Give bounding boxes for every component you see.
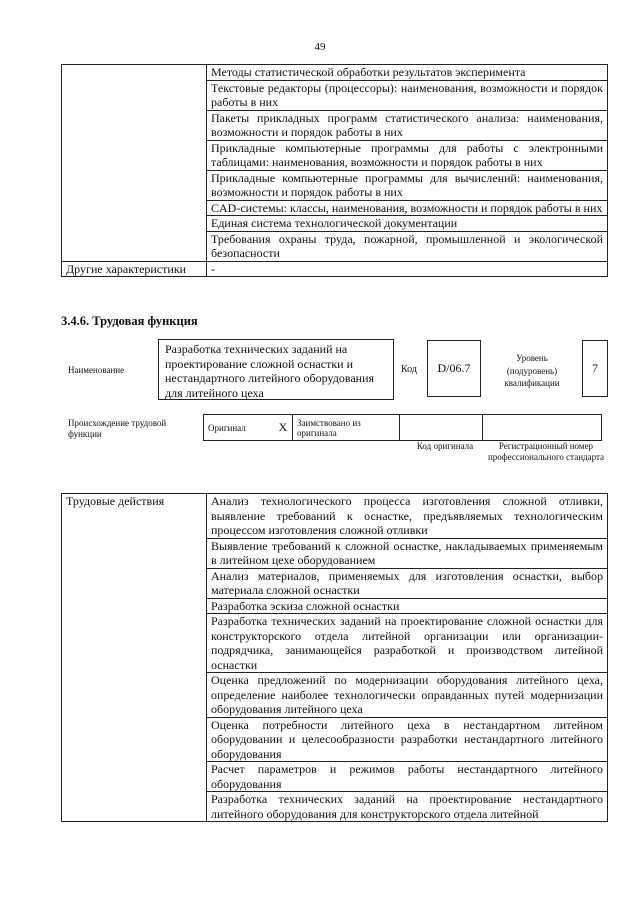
origin-label: Происхождение трудовой функции [68, 418, 167, 439]
function-code-box [427, 340, 481, 397]
reg-number-cell [483, 415, 602, 441]
original-mark: X [274, 415, 293, 441]
knowledge-item: Прикладные компьютерные программы для вычислений: наименования, возможности и порядок работы в них [207, 170, 608, 200]
origin-table [203, 414, 602, 441]
function-code: D/06.7 [437, 361, 471, 375]
labor-action-item: Анализ материалов, применяемых для изготовления оснастки, выбор материала сложной оснастки [207, 568, 608, 598]
qualification-level: 7 [592, 361, 598, 375]
knowledge-item: Текстовые редакторы (процессоры): наименования, возможности и порядок работы в них [207, 80, 608, 110]
labor-actions-label: Трудовые действия [62, 494, 207, 822]
function-name-box: Разработка технических заданий на проектирование сложной оснастки и нестандартного литейного оборудования для литейного цеха [158, 339, 394, 400]
other-characteristics-label: Другие характеристики [62, 261, 207, 277]
labor-action-item: Расчет параметров и режимов работы нестандартного литейного оборудования [207, 762, 608, 792]
labor-action-item: Оценка потребности литейного цеха в нестандартном литейном оборудовании и целесообразности разработки нестандартного литейного оборудования [207, 717, 608, 762]
knowledge-item: Методы статистической обработки результатов эксперимента [207, 65, 608, 81]
knowledge-item: Пакеты прикладных программ статистического анализа: наименования, возможности и порядок работы в них [207, 110, 608, 140]
borrowed-label: Заимствовано из оригинала [293, 415, 400, 441]
labor-action-item: Оценка предложений по модернизации оборудования литейного цеха, определение наиболее технологически оправданных путей модернизации оборудования литейного цеха [207, 673, 608, 718]
level-label: Уровень (подуровень) квалификации [504, 353, 560, 388]
labor-action-item: Анализ технологического процесса изготовления сложной отливки, выявление требований к оснастке, предъявляемых технологическим процессом изготовления сложной отливки [207, 494, 608, 539]
knowledge-item: Требования охраны труда, пожарной, промышленной и экологической безопасности [207, 231, 608, 261]
labor-actions-table [61, 493, 608, 822]
original-label: Оригинал [204, 415, 275, 441]
knowledge-item: CAD-системы: классы, наименования, возможности и порядок работы в них [207, 200, 608, 216]
knowledge-label-cell [62, 65, 207, 262]
qualification-level-box [582, 340, 608, 397]
code-label: Код [401, 364, 417, 375]
labor-action-item: Разработка технических заданий на проектирование нестандартного литейного оборудования для конструкторского отдела литейной [207, 792, 608, 822]
page-number: 49 [314, 41, 326, 53]
knowledge-item: Единая система технологической документации [207, 216, 608, 232]
origin-code-label: Код оригинала [416, 441, 474, 451]
labor-action-item: Разработка эскиза сложной оснастки [207, 598, 608, 614]
other-characteristics-value: - [207, 261, 608, 277]
section-title: 3.4.6. Трудовая функция [61, 314, 198, 328]
origin-code-cell [400, 415, 483, 441]
knowledge-item: Прикладные компьютерные программы для работы с электронными таблицами: наименования, возможности и порядок работы в них [207, 140, 608, 170]
knowledge-table [61, 64, 608, 277]
labor-action-item: Выявление требований к сложной оснастке, накладываемых применяемым в литейном цехе оборудованием [207, 538, 608, 568]
labor-action-item: Разработка технических заданий на проектирование сложной оснастки для конструкторского отдела литейной организации или организации-подрядчика, занимающейся разработкой и производством литейной оснастки [207, 614, 608, 673]
reg-number-label: Регистрационный номер профессионального стандарта [487, 441, 605, 462]
name-label: Наименование [68, 365, 125, 375]
